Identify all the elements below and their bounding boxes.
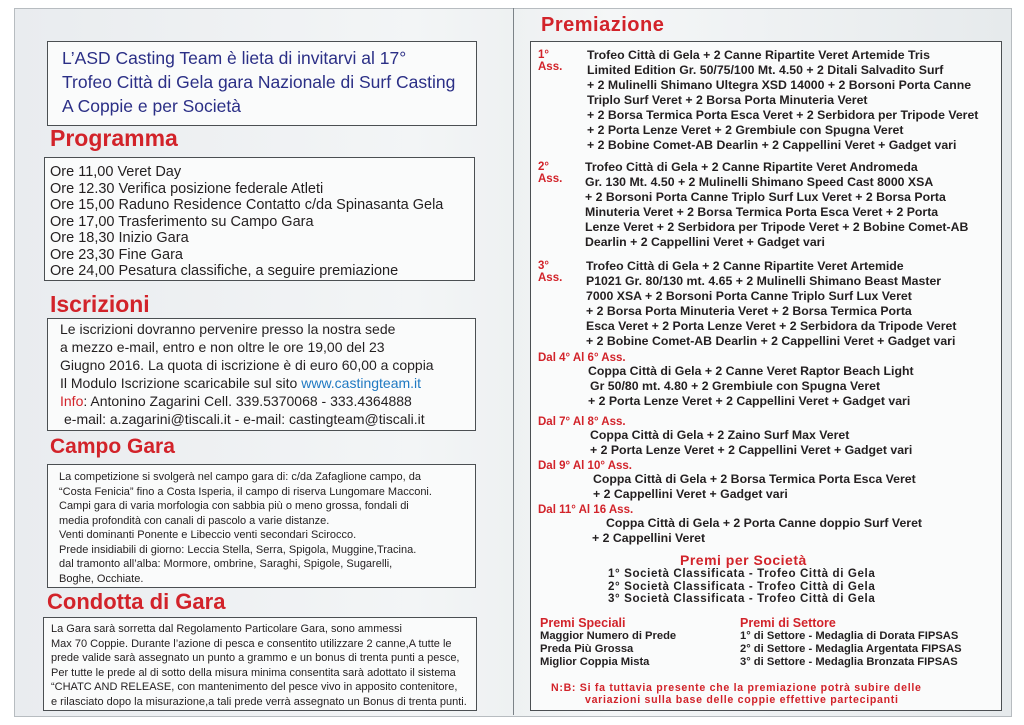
sector-prize-item: 1° di Settore - Medaglia di Dorata FIPSAS <box>740 630 959 642</box>
modulo-line <box>60 374 475 392</box>
campo-line: La competizione si svolgerà nel campo gara di: c/da Zafaglione campo, da <box>59 471 421 483</box>
prize-line: + 2 Porta Lenze Veret + 2 Cappellini Veret + Gadget vari <box>588 394 911 408</box>
campo-line: Campi gara di varia morfologia con sabbia più o meno grossa, fondali di <box>59 500 409 512</box>
prize-line: Minuteria Veret + 2 Borsa Termica Porta Esca Veret + 2 Porta <box>585 205 939 219</box>
prize-rank-label: 1° Ass. <box>538 49 563 73</box>
intro-line: Trofeo Città di Gela gara Nazionale di Surf Casting <box>62 72 456 92</box>
prize-rank-label: Dal 9° Al 10° Ass. <box>538 460 632 472</box>
prize-4-to-6 <box>538 352 914 409</box>
prize-line: Triplo Surf Veret + 2 Borsa Porta Minuteria Veret <box>587 93 868 107</box>
condotta-heading: Condotta di Gara <box>47 589 226 614</box>
special-prizes <box>540 616 676 669</box>
campo-line: Boghe, Occhiate. <box>59 572 144 585</box>
schedule-item: Ore 12.30 Verifica posizione federale Atleti <box>50 180 324 197</box>
prize-line: Coppa Città di Gela + 2 Borsa Termica Porta Esca Veret <box>593 472 916 486</box>
campo-gara-box <box>47 464 476 588</box>
campo-line: media profondità con canali di pascolo a varie distanze. <box>59 514 330 527</box>
prize-line: + 2 Bobine Comet-AB Dearlin + 2 Cappellini Veret + Gadget vari <box>586 334 956 348</box>
sector-prizes-title: Premi di Settore <box>740 616 836 630</box>
page-fold-divider <box>513 8 514 715</box>
intro-box <box>47 41 477 126</box>
condotta-box <box>43 617 477 711</box>
prize-line: + 2 Borsa Porta Minuteria Veret + 2 Borsa Termica Porta <box>586 304 912 318</box>
intro-line: L’ASD Casting Team è lieta di invitarvi al 17° <box>62 48 407 68</box>
prize-rank-label: 3° Ass. <box>538 260 563 284</box>
note-line: variazioni sulla base delle coppie effettive partecipanti <box>585 693 899 706</box>
campo-line: Prede insidiabili di giorno: Leccia Stella, Serra, Spigola, Muggine,Tracina. <box>59 543 417 556</box>
iscrizioni-line: a mezzo e-mail, entro e non oltre le ore 19,00 del 23 <box>60 339 385 355</box>
prize-line: 7000 XSA + 2 Borsoni Porta Canne Triplo Surf Lux Veret <box>586 289 912 303</box>
prize-line: Coppa Città di Gela + 2 Porta Canne doppio Surf Veret <box>606 516 923 530</box>
schedule-item: Ore 24,00 Pesatura classifiche, a seguire premiazione <box>50 263 399 279</box>
societa-title: Premi per Società <box>680 552 807 568</box>
prize-line: Coppa Città di Gela + 2 Canne Veret Raptor Beach Light <box>588 364 914 378</box>
sector-prize-item: 3° di Settore - Medaglia Bronzata FIPSAS <box>740 656 958 668</box>
sector-prize-item: 2° di Settore - Medaglia Argentata FIPSAS <box>740 643 962 655</box>
schedule-item: Ore 11,00 Veret Day <box>50 164 182 180</box>
schedule-item: Ore 23,30 Fine Gara <box>50 246 183 263</box>
societa-prizes <box>608 552 875 606</box>
prize-line: + 2 Cappellini Veret <box>592 531 706 545</box>
prize-11-to-16 <box>538 504 922 546</box>
societa-line: 2° Società Classificata - Trofeo Città di Gela <box>608 579 876 593</box>
prize-9-to-10 <box>538 460 916 502</box>
prize-rank-label: 2° Ass. <box>538 161 563 185</box>
info-label: Info <box>60 393 84 409</box>
intro-line: A Coppie e per Società <box>62 96 242 116</box>
condotta-line: prede valide sarà assegnato un punto a grammo e un bonus di trenta punti a pesce, <box>51 652 460 664</box>
iscrizioni-line: Giugno 2016. La quota di iscrizione è di euro 60,00 a coppia <box>60 357 434 373</box>
iscrizioni-line: Le iscrizioni dovranno pervenire presso la nostra sede <box>60 321 396 337</box>
prize-line: + 2 Bobine Comet-AB Dearlin + 2 Cappellini Veret + Gadget vari <box>587 138 957 152</box>
prize-line: Esca Veret + 2 Porta Lenze Veret + 2 Serbidora da Tripode Veret <box>586 319 957 333</box>
campo-line: “Costa Fenicia” fino a Costa Isperia, il campo di riserva Lungomare Macconi. <box>59 485 432 498</box>
prize-rank-label: Dal 11° Al 16 Ass. <box>538 504 634 516</box>
prize-line: Gr 50/80 mt. 4.80 + 2 Grembiule con Spugna Veret <box>590 379 881 393</box>
iscrizioni-box <box>47 318 476 431</box>
special-prize-item: Maggior Numero di Prede <box>540 630 677 642</box>
prize-rank-label: Dal 4° Al 6° Ass. <box>538 352 626 364</box>
prize-line: + 2 Cappellini Veret + Gadget vari <box>593 487 788 501</box>
info-line <box>60 392 475 410</box>
premiazione-note <box>551 683 922 706</box>
premiazione-heading: Premiazione <box>541 14 665 36</box>
prize-line: + 2 Porta Lenze Veret + 2 Cappellini Veret + Gadget vari <box>590 443 913 457</box>
condotta-line: “CHATC AND RELEASE, con mantenimento del pesce vivo in apposito contenitore, <box>51 681 458 693</box>
prize-7-to-8 <box>538 416 912 458</box>
campo-gara-heading: Campo Gara <box>50 435 175 458</box>
prize-rank-label: Dal 7° Al 8° Ass. <box>538 416 626 428</box>
schedule-item: Ore 17,00 Trasferimento su Campo Gara <box>50 213 314 230</box>
schedule-item: Ore 15,00 Raduno Residence Contatto c/da Spinasanta Gela <box>50 197 444 213</box>
prize-line: Limited Edition Gr. 50/75/100 Mt. 4.50 + 2 Ditali Salvadito Surf <box>587 63 944 77</box>
programma-box <box>44 157 475 281</box>
condotta-line: Per tutte le prede al di sotto della misura minima consentita sarà adottato il sistema <box>51 666 456 679</box>
prize-line: Coppa Città di Gela + 2 Zaino Surf Max Veret <box>590 428 850 442</box>
prize-line: Trofeo Città di Gela + 2 Canne Ripartite Veret Andromeda <box>585 160 918 174</box>
prize-line: + 2 Porta Lenze Veret + 2 Grembiule con Spugna Veret <box>587 123 904 137</box>
note-line: N:B: Si fa tuttavia presente che la premiazione potrà subire delle <box>551 682 922 694</box>
condotta-line: La Gara sarà sorretta dal Regolamento Particolare Gara, sono ammessi <box>51 623 402 635</box>
info-text: : Antonino Zagarini Cell. 339.5370068 - 333.4364888 <box>83 393 412 409</box>
special-prizes-title: Premi Speciali <box>540 616 626 630</box>
prize-line: Lenze Veret + 2 Serbidora per Tripode Veret + 2 Bobine Comet-AB <box>585 220 969 234</box>
prize-line: P1021 Gr. 80/130 mt. 4.65 + 2 Mulinelli Shimano Beast Master <box>586 274 942 288</box>
special-prize-item: Miglior Coppia Mista <box>540 656 650 668</box>
societa-line: 3° Società Classificata - Trofeo Città di Gela <box>608 592 876 605</box>
schedule-item: Ore 18,30 Inizio Gara <box>50 230 189 246</box>
programma-heading: Programma <box>50 125 178 151</box>
iscrizioni-heading: Iscrizioni <box>50 291 150 317</box>
prize-line: Gr. 130 Mt. 4.50 + 2 Mulinelli Shimano Speed Cast 8000 XSA <box>585 175 934 189</box>
prize-line: + 2 Mulinelli Shimano Ultegra XSD 14000 + 2 Borsoni Porta Canne <box>587 78 972 92</box>
sector-prizes <box>740 616 962 669</box>
prize-line: Trofeo Città di Gela + 2 Canne Ripartite Veret Artemide Tris <box>587 48 930 62</box>
modulo-text: Il Modulo Iscrizione scaricabile sul sito <box>60 375 302 391</box>
condotta-line: e rilasciato dopo la misurazione,a tali prede verrà assegnato un Bonus di trenta punti. <box>51 695 467 708</box>
prize-line: + 2 Borsa Termica Porta Esca Veret + 2 Serbidora per Tripode Veret <box>587 108 979 122</box>
campo-line: Venti dominanti Ponente e Libeccio venti secondari Scirocco. <box>59 529 357 541</box>
special-prize-item: Preda Più Grossa <box>540 643 634 655</box>
prize-line: Trofeo Città di Gela + 2 Canne Ripartite Veret Artemide <box>586 259 904 273</box>
campo-line: dal tramonto all’alba: Mormore, ombrine, Saraghi, Spigole, Sugarelli, <box>59 558 393 570</box>
condotta-line: Max 70 Coppie. Durante l’azione di pesca e consentito utilizzare 2 canne,A tutte le <box>51 637 452 650</box>
email-line[interactable]: e-mail: a.zagarini@tiscali.it - e-mail: castingteam@tiscali.it <box>64 411 425 427</box>
societa-line: 1° Società Classificata - Trofeo Città di Gela <box>608 567 876 580</box>
prize-line: + 2 Borsoni Porta Canne Triplo Surf Lux Veret + 2 Borsa Porta <box>585 190 946 204</box>
website-link[interactable]: www.castingteam.it <box>301 375 422 391</box>
prize-line: Dearlin + 2 Cappellini Veret + Gadget vari <box>585 235 825 249</box>
